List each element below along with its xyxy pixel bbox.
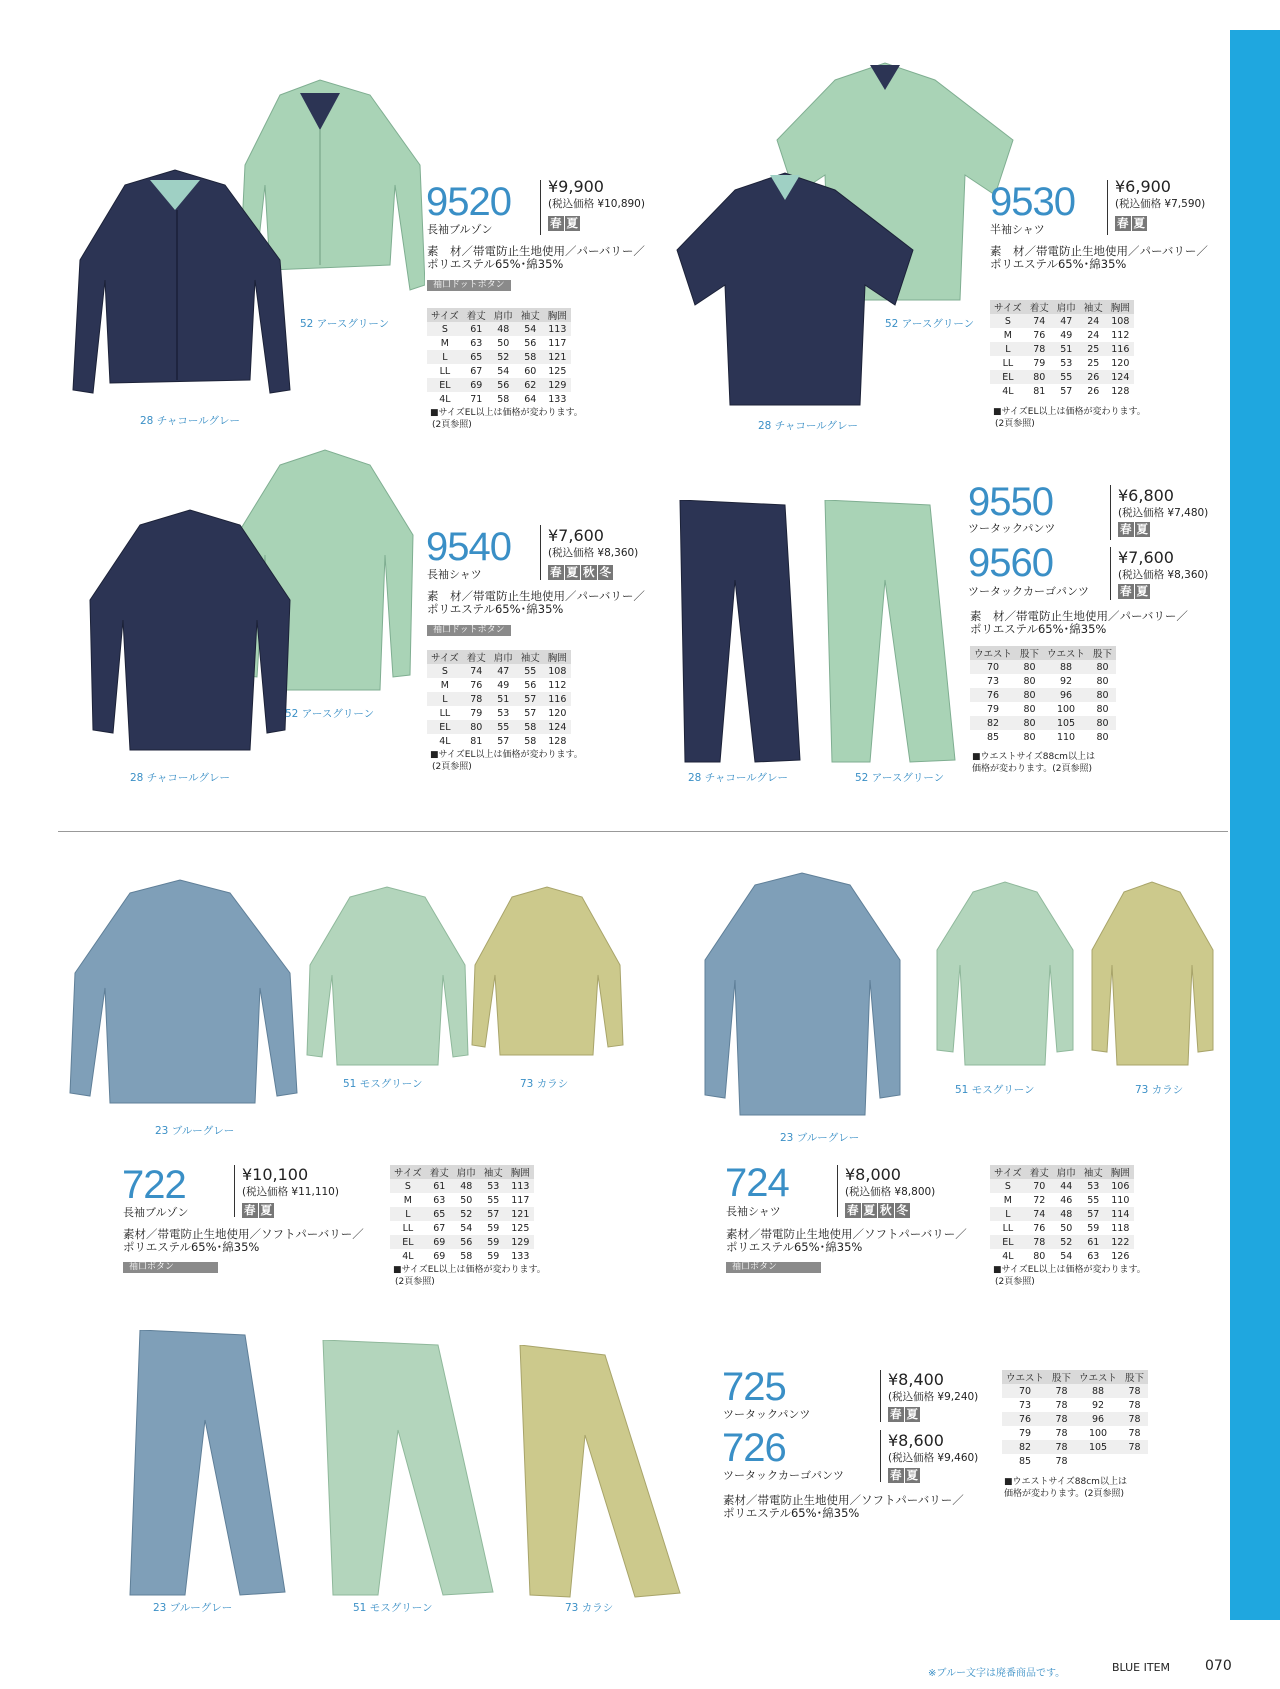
product-code: 722 [122,1163,186,1207]
color-label-blue-gray: 23 ブルーグレー [153,1602,233,1614]
material-line-1: 素材／帯電防止生地使用／ソフトパーバリー／ [123,1227,364,1241]
waist-note-ref: 価格が変わります。(2頁参照) [972,764,1093,774]
size-note-ref: (2頁参照) [432,420,472,430]
color-label-earth-green: 52 アースグリーン [885,318,975,330]
tax-price: (税込価格 ¥10,890) [548,198,645,210]
size-table: サイズ 着丈 肩巾 袖丈 胸囲 S 61 48 53 113 M 63 50 55 117 L 65 52 57 121 LL 67 54 59 125 EL 69 56 59 129 4L 69 58 59 133 [390,1165,534,1263]
divider [1110,485,1111,540]
product-code-9560: 9560 [968,541,1053,585]
season-badges: 春 夏 秋 冬 [550,565,611,579]
footer-brand: BLUE ITEM [1112,1661,1171,1674]
product-code-9550: 9550 [968,480,1053,524]
shirt-724-bluegray-image [700,870,905,1120]
product-code: 724 [725,1161,789,1205]
material-line-1: 素 材／帯電防止生地使用／パーバリー／ [427,589,645,603]
section-divider [58,831,1228,832]
product-name: 長袖ブルゾン [427,223,493,236]
price: ¥9,900 [548,177,604,196]
tax-price-726: (税込価格 ¥9,460) [888,1452,979,1464]
price-725: ¥8,400 [888,1370,944,1389]
material-line-1: 素 材／帯電防止生地使用／パーバリー／ [990,244,1208,258]
pants-9550-green-image [820,500,960,770]
product-name-725: ツータックパンツ [723,1408,811,1421]
shirt-724-moss-image [935,880,1075,1070]
size-note: ■サイズEL以上は価格が変わります。 [430,408,583,418]
product-name: 半袖シャツ [990,223,1045,236]
price: ¥6,900 [1115,177,1171,196]
size-table: サイズ 着丈 肩巾 袖丈 胸囲 S 70 44 53 106 M 72 46 55 110 L 74 48 57 114 LL 76 50 59 118 EL 78 52 61 122 4L 80 54 63 126 [990,1165,1134,1263]
color-label-charcoal-gray: 28 チャコールグレー [130,772,230,784]
product-name-726: ツータックカーゴパンツ [723,1469,844,1482]
divider [837,1165,838,1217]
season-badges-726: 春 夏 [890,1468,918,1482]
color-label-moss-green: 51 モスグリーン [955,1084,1035,1096]
size-note: ■サイズEL以上は価格が変わります。 [993,1265,1146,1275]
product-name-9560: ツータックカーゴパンツ [968,585,1089,598]
jacket-9520-navy-image [65,165,295,405]
divider [1107,180,1108,235]
price: ¥7,600 [548,526,604,545]
season-badges-725: 春 夏 [890,1407,918,1421]
divider [880,1370,881,1422]
shirt-9540-navy-image [85,505,295,755]
size-note-ref: (2頁参照) [995,1277,1035,1287]
divider [880,1430,881,1482]
color-label-karashi: 73 カラシ [520,1078,569,1090]
waist-note-ref: 価格が変わります。(2頁参照) [1004,1489,1125,1499]
tax-price: (税込価格 ¥7,590) [1115,198,1206,210]
divider [1110,547,1111,600]
material-line-2: ポリエステル65%･綿35% [990,257,1127,271]
jacket-722-bluegray-image [65,878,300,1113]
product-code-726: 726 [722,1426,786,1470]
pants-725-karashi-image [515,1345,685,1600]
material-line-2: ポリエステル65%･綿35% [427,257,564,271]
size-note-ref: (2頁参照) [395,1277,435,1287]
pants-725-bluegray-image [125,1330,290,1600]
price: ¥10,100 [242,1165,309,1184]
material-line-1: 素材／帯電防止生地使用／ソフトパーバリー／ [723,1493,964,1507]
season-badges-9550: 春 夏 [1120,522,1148,536]
waist-note: ■ウエストサイズ88cm以上は [1004,1477,1127,1487]
season-badges-9560: 春 夏 [1120,584,1148,598]
divider [234,1165,235,1217]
season-badges: 春 夏 [1117,216,1145,230]
color-label-earth-green: 52 アースグリーン [285,708,375,720]
season-badges: 春 夏 秋 冬 [847,1203,908,1217]
size-table: サイズ 着丈 肩巾 袖丈 胸囲 S 74 47 24 108 M 76 49 24 112 L 78 51 25 116 LL 79 53 25 120 EL 80 55 26 124 4L 81 57 26 128 [990,300,1134,398]
product-name: 長袖シャツ [726,1205,781,1218]
material-line-1: 素 材／帯電防止生地使用／パーバリー／ [427,244,645,258]
color-label-earth-green: 52 アースグリーン [300,318,390,330]
pants-725-moss-image [318,1340,498,1600]
product-code: 9540 [426,525,511,569]
color-label-moss-green: 51 モスグリーン [353,1602,433,1614]
color-label-blue-gray: 23 ブルーグレー [155,1125,235,1137]
color-label-earth-green: 52 アースグリーン [855,772,945,784]
jacket-722-karashi-image [470,885,625,1065]
product-code: 9520 [426,180,511,224]
shirt-724-karashi-image [1090,880,1215,1070]
season-badges: 春 夏 [550,216,578,230]
size-note-ref: (2頁参照) [432,762,472,772]
jacket-722-moss-image [305,885,470,1075]
material-line-2: ポリエステル65%･綿35% [427,602,564,616]
footer-note: ※ブルー文字は廃番商品です。 [928,1668,1066,1679]
button-tag: 袖口ドットボタン [427,625,511,636]
color-label-karashi: 73 カラシ [1135,1084,1184,1096]
tax-price: (税込価格 ¥11,110) [242,1186,339,1198]
color-label-moss-green: 51 モスグリーン [343,1078,423,1090]
tax-price-9550: (税込価格 ¥7,480) [1118,507,1209,519]
size-note: ■サイズEL以上は価格が変わります。 [430,750,583,760]
product-code: 9530 [990,180,1075,224]
size-note: ■サイズEL以上は価格が変わります。 [393,1265,546,1275]
material-line-2: ポリエステル65%･綿35% [970,622,1107,636]
color-label-charcoal-gray: 28 チャコールグレー [140,415,240,427]
divider [540,180,541,235]
material-line-2: ポリエステル65%･綿35% [123,1240,260,1254]
tax-price: (税込価格 ¥8,800) [845,1186,936,1198]
season-badges: 春 夏 [244,1203,272,1217]
tax-price: (税込価格 ¥8,360) [548,547,639,559]
tax-price-725: (税込価格 ¥9,240) [888,1391,979,1403]
product-name: 長袖シャツ [427,568,482,581]
pants-9550-navy-image [675,500,810,770]
material-line-1: 素材／帯電防止生地使用／ソフトパーバリー／ [726,1227,967,1241]
product-name: 長袖ブルゾン [123,1206,189,1219]
price-726: ¥8,600 [888,1431,944,1450]
product-code-725: 725 [722,1365,786,1409]
material-line-1: 素 材／帯電防止生地使用／パーバリー／ [970,609,1188,623]
button-tag: 袖口ドットボタン [427,280,511,291]
waist-table: ウエスト 股下 ウエスト 股下 70 80 88 80 73 80 92 80 76 80 96 80 79 80 100 80 82 80 105 80 85 80 110 80 [970,646,1116,744]
button-tag: 袖口ボタン [123,1262,218,1273]
color-label-karashi: 73 カラシ [565,1602,614,1614]
size-note: ■サイズEL以上は価格が変わります。 [993,407,1146,417]
waist-note: ■ウエストサイズ88cm以上は [972,752,1095,762]
price-9550: ¥6,800 [1118,486,1174,505]
color-label-blue-gray: 23 ブルーグレー [780,1132,860,1144]
price-9560: ¥7,600 [1118,548,1174,567]
waist-table: ウエスト 股下 ウエスト 股下 70 78 88 78 73 78 92 78 76 78 96 78 79 78 100 78 82 78 105 78 85 78 [1002,1370,1148,1468]
size-table: サイズ 着丈 肩巾 袖丈 胸囲 S 74 47 55 108 M 76 49 56 112 L 78 51 57 116 LL 79 53 57 120 EL 80 55 58 124 4L 81 57 58 128 [427,650,571,748]
blue-sidebar [1230,30,1280,1620]
tax-price-9560: (税込価格 ¥8,360) [1118,569,1209,581]
product-name-9550: ツータックパンツ [968,522,1056,535]
page-number: 070 [1205,1658,1232,1674]
material-line-2: ポリエステル65%･綿35% [726,1240,863,1254]
size-note-ref: (2頁参照) [995,419,1035,429]
material-line-2: ポリエステル65%･綿35% [723,1506,860,1520]
size-table: サイズ 着丈 肩巾 袖丈 胸囲 S 61 48 54 113 M 63 50 56 117 L 65 52 58 121 LL 67 54 60 125 EL 69 56 62 129 4L 71 58 64 133 [427,308,571,406]
color-label-charcoal-gray: 28 チャコールグレー [688,772,788,784]
divider [540,525,541,580]
button-tag: 袖口ボタン [726,1262,821,1273]
color-label-charcoal-gray: 28 チャコールグレー [758,420,858,432]
shirt-9530-navy-image [675,165,915,410]
price: ¥8,000 [845,1165,901,1184]
